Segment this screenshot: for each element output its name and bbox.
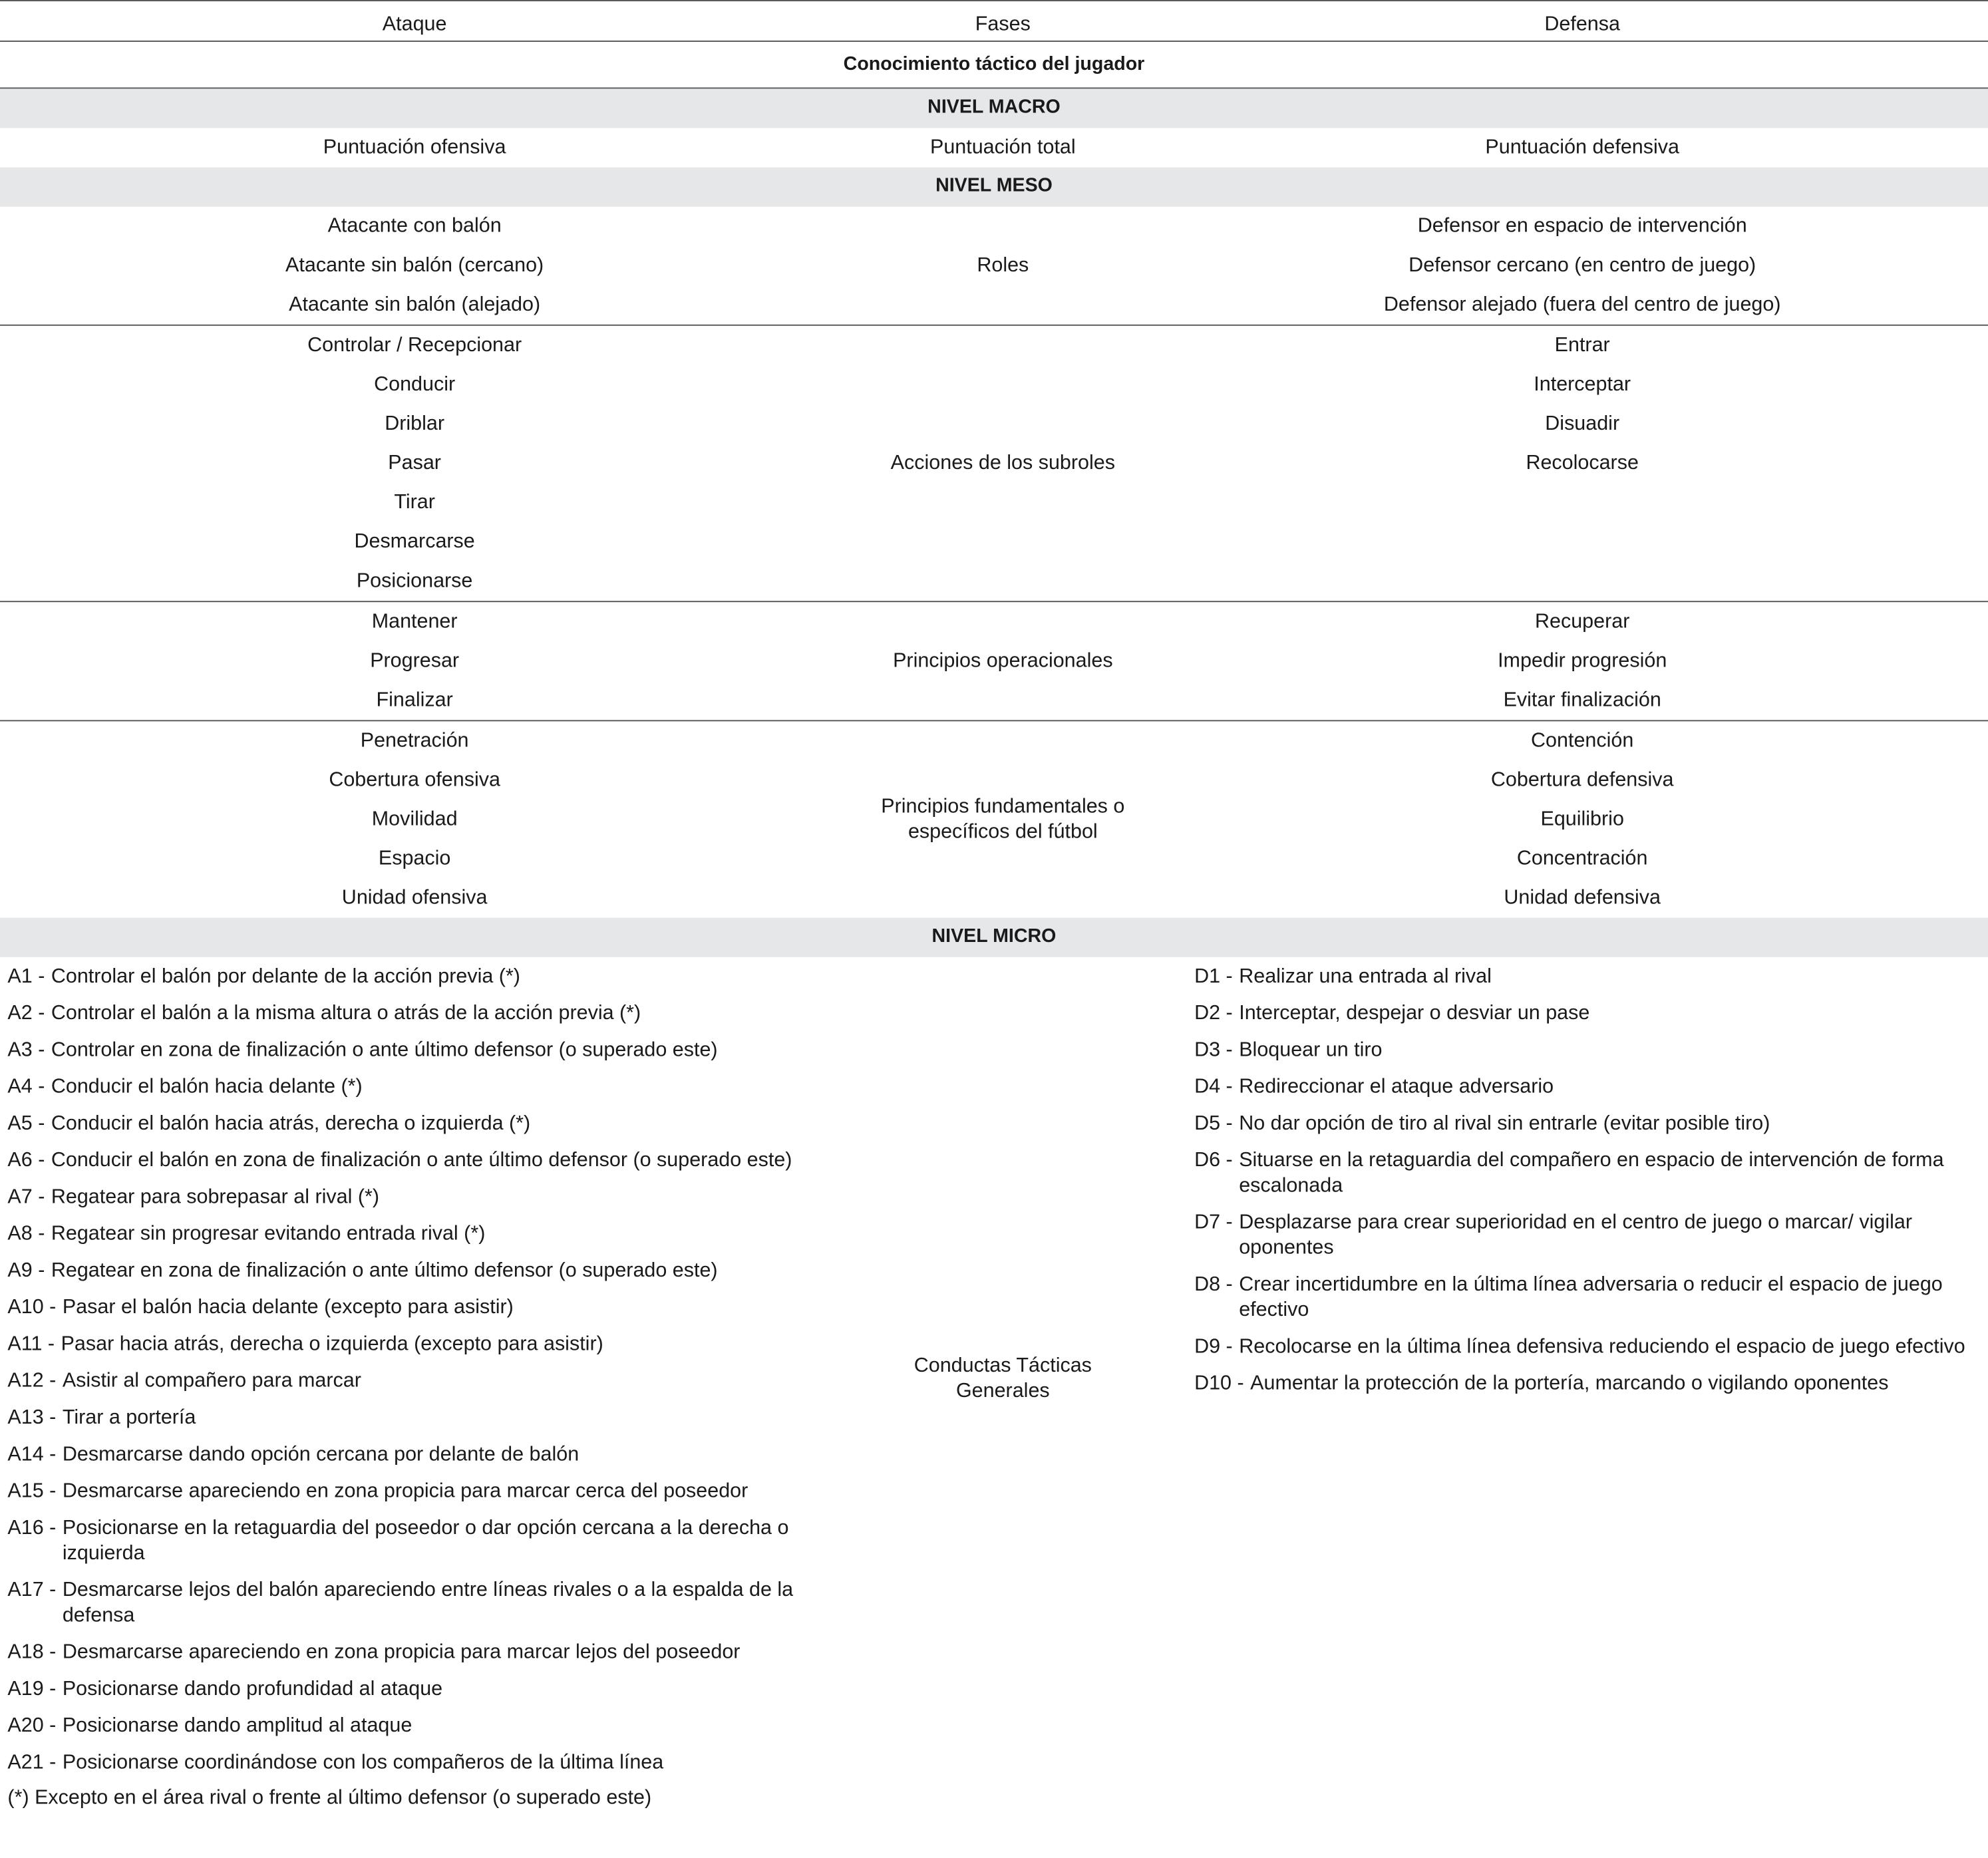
meso-phase-column bbox=[829, 326, 1176, 601]
meso-phase-label: Acciones de los subroles bbox=[890, 452, 1115, 474]
behavior-text: No dar opción de tiro al rival sin entrarle (evitar posible tiro) bbox=[1239, 1113, 1770, 1135]
meso-group bbox=[0, 207, 1988, 326]
micro-phase bbox=[829, 965, 1176, 1787]
micro-attack-item bbox=[7, 1479, 829, 1505]
behavior-code: D10 - bbox=[1194, 1372, 1244, 1395]
behavior-code: A12 - bbox=[7, 1370, 57, 1392]
meso-phase-label: Principios operacionales bbox=[893, 649, 1113, 672]
behavior-code: A18 - bbox=[7, 1641, 57, 1664]
macro-level-band: NIVEL MACRO bbox=[0, 88, 1988, 128]
behavior-text: Conducir el balón hacia atrás, derecha o izquierda (*) bbox=[51, 1113, 531, 1135]
behavior-text: Desmarcarse apareciendo en zona propicia para marcar lejos del poseedor bbox=[62, 1641, 741, 1664]
meso-defense-item: Cobertura defensiva bbox=[1490, 768, 1674, 791]
micro-defense-item bbox=[1194, 965, 1980, 990]
behavior-code: D6 - bbox=[1194, 1150, 1233, 1171]
behavior-text: Interceptar, despejar o desviar un pase bbox=[1239, 1003, 1590, 1024]
meso-defense-item: Recuperar bbox=[1534, 610, 1630, 632]
meso-defense-item: Impedir progresión bbox=[1498, 649, 1667, 672]
meso-attack-item: Driblar bbox=[385, 412, 445, 434]
meso-attack-item: Tirar bbox=[394, 491, 435, 513]
meso-defense-item: Defensor alejado (fuera del centro de juego) bbox=[1383, 293, 1781, 315]
micro-attack-item bbox=[7, 1001, 829, 1026]
behavior-code: D3 - bbox=[1194, 1039, 1233, 1061]
behavior-code: D7 - bbox=[1194, 1211, 1233, 1234]
meso-attack-column bbox=[0, 326, 829, 601]
meso-attack-item: Desmarcarse bbox=[354, 530, 475, 552]
meso-defense-column bbox=[1176, 721, 1988, 917]
micro-attack-item bbox=[7, 1222, 829, 1247]
meso-level-band: NIVEL MESO bbox=[0, 168, 1988, 207]
behavior-text: Crear incertidumbre en la última línea adversaria o reducir el espacio de juego efectivo bbox=[1239, 1274, 1943, 1321]
table-header bbox=[0, 0, 1988, 42]
meso-attack-item: Espacio bbox=[378, 847, 451, 869]
micro-attack-item bbox=[7, 1751, 829, 1776]
meso-attack-item: Mantener bbox=[371, 610, 458, 632]
behavior-text: Posicionarse en la retaguardia del poseedor o dar opción cercana a la derecha o izquierda bbox=[62, 1517, 789, 1565]
behavior-text: Posicionarse coordinándose con los compañeros de la última línea bbox=[62, 1752, 664, 1774]
meso-attack-item: Atacante sin balón (cercano) bbox=[285, 254, 544, 276]
behavior-text: Tirar a portería bbox=[62, 1407, 196, 1429]
micro-attack-item bbox=[7, 965, 829, 990]
behavior-code: A5 - bbox=[7, 1113, 45, 1135]
behavior-text: Desplazarse para crear superioridad en el centro de juego o marcar/ vigilar oponentes bbox=[1239, 1211, 1912, 1259]
behavior-text: Bloquear un tiro bbox=[1239, 1039, 1383, 1061]
behavior-text: Controlar en zona de finalización o ante último defensor (o superado este) bbox=[51, 1039, 718, 1061]
micro-defense-item bbox=[1194, 1075, 1980, 1100]
micro-defense-item bbox=[1194, 1112, 1980, 1137]
meso-attack-column bbox=[0, 721, 829, 917]
behavior-text: Pasar el balón hacia delante (excepto para asistir) bbox=[62, 1297, 514, 1318]
behavior-code: A8 - bbox=[7, 1223, 45, 1245]
behavior-code: A20 - bbox=[7, 1715, 57, 1737]
meso-defense-item: Defensor cercano (en centro de juego) bbox=[1408, 254, 1756, 276]
header-phases: Fases bbox=[975, 13, 1031, 35]
macro-row bbox=[0, 128, 1988, 167]
micro-defense-item bbox=[1194, 1372, 1980, 1397]
micro-phase-label: Conductas Tácticas Generales bbox=[913, 1354, 1092, 1402]
micro-attack-item bbox=[7, 1185, 829, 1211]
behavior-code: A1 - bbox=[7, 966, 45, 988]
micro-defense-item bbox=[1194, 1211, 1980, 1261]
micro-attack-item bbox=[7, 1038, 829, 1064]
meso-defense-item: Unidad defensiva bbox=[1504, 886, 1661, 909]
micro-level-band: NIVEL MICRO bbox=[0, 918, 1988, 957]
meso-phase-label: Roles bbox=[977, 254, 1029, 276]
micro-attack-item bbox=[7, 1075, 829, 1100]
behavior-code: A21 - bbox=[7, 1752, 57, 1774]
micro-attack-item bbox=[7, 1714, 829, 1739]
behavior-code: A13 - bbox=[7, 1407, 57, 1429]
meso-defense-item: Entrar bbox=[1554, 334, 1610, 356]
meso-defense-item bbox=[1176, 561, 1988, 601]
meso-attack-item: Posicionarse bbox=[356, 569, 473, 591]
micro-attack-item bbox=[7, 1406, 829, 1431]
meso-phase-label: Principios fundamentales o específicos del fútbol bbox=[881, 795, 1125, 843]
behavior-text: Desmarcarse apareciendo en zona propicia para marcar cerca del poseedor bbox=[62, 1480, 748, 1503]
behavior-text: Pasar hacia atrás, derecha o izquierda (excepto para asistir) bbox=[61, 1333, 603, 1356]
micro-defense-item bbox=[1194, 1001, 1980, 1026]
table-title: Conocimiento táctico del jugador bbox=[0, 42, 1988, 89]
behavior-code: A7 - bbox=[7, 1186, 45, 1209]
meso-attack-item: Pasar bbox=[388, 452, 441, 474]
behavior-code: A19 - bbox=[7, 1678, 57, 1700]
behavior-code: A4 - bbox=[7, 1076, 45, 1098]
micro-attack-item bbox=[7, 1332, 829, 1358]
behavior-text: Regatear sin progresar evitando entrada rival (*) bbox=[51, 1223, 486, 1245]
behavior-code: D8 - bbox=[1194, 1274, 1233, 1296]
meso-defense-item: Concentración bbox=[1516, 847, 1648, 869]
micro-section bbox=[0, 957, 1988, 1787]
micro-attack-item bbox=[7, 1578, 829, 1628]
meso-attack-item: Progresar bbox=[370, 649, 460, 672]
behavior-text: Posicionarse dando amplitud al ataque bbox=[62, 1715, 413, 1737]
behavior-text: Controlar el balón a la misma altura o atrás de la acción previa (*) bbox=[51, 1003, 641, 1024]
behavior-text: Conducir el balón hacia delante (*) bbox=[51, 1076, 363, 1098]
micro-defense-item bbox=[1194, 1038, 1980, 1064]
meso-defense-item: Recolocarse bbox=[1526, 452, 1639, 474]
meso-defense-column bbox=[1176, 207, 1988, 325]
behavior-code: D5 - bbox=[1194, 1113, 1233, 1135]
behavior-text: Redireccionar el ataque adversario bbox=[1239, 1076, 1554, 1098]
behavior-text: Aumentar la protección de la portería, marcando o vigilando oponentes bbox=[1250, 1372, 1889, 1395]
micro-attack-item bbox=[7, 1516, 829, 1567]
meso-defense-item: Equilibrio bbox=[1540, 808, 1624, 830]
micro-attack-item bbox=[7, 1443, 829, 1468]
macro-phase: Puntuación total bbox=[929, 136, 1076, 158]
meso-group bbox=[0, 326, 1988, 602]
behavior-code: D2 - bbox=[1194, 1003, 1233, 1024]
behavior-code: A16 - bbox=[7, 1517, 57, 1539]
behavior-text: Situarse en la retaguardia del compañero en espacio de intervención de forma escalonada bbox=[1239, 1150, 1944, 1197]
meso-defense-column bbox=[1176, 602, 1988, 720]
behavior-code: A14 - bbox=[7, 1444, 57, 1466]
meso-attack-item: Penetración bbox=[360, 729, 469, 752]
micro-defense-item bbox=[1194, 1273, 1980, 1323]
behavior-code: A15 - bbox=[7, 1480, 57, 1503]
meso-phase-column bbox=[829, 602, 1176, 720]
meso-attack-item: Movilidad bbox=[371, 808, 458, 830]
behavior-code: A17 - bbox=[7, 1579, 57, 1601]
behavior-text: Regatear para sobrepasar al rival (*) bbox=[51, 1186, 380, 1209]
meso-group bbox=[0, 602, 1988, 721]
micro-attack-item bbox=[7, 1677, 829, 1702]
meso-defense-column bbox=[1176, 326, 1988, 601]
macro-attack: Puntuación ofensiva bbox=[323, 136, 506, 158]
meso-attack-item: Controlar / Recepcionar bbox=[307, 334, 522, 356]
behavior-code: D4 - bbox=[1194, 1076, 1233, 1098]
behavior-code: A11 - bbox=[7, 1333, 55, 1356]
meso-group bbox=[0, 721, 1988, 917]
meso-defense-item bbox=[1176, 483, 1988, 522]
meso-phase-column bbox=[829, 207, 1176, 325]
meso-defense-item: Interceptar bbox=[1534, 373, 1631, 395]
meso-defense-item: Contención bbox=[1531, 729, 1634, 752]
behavior-code: D9 - bbox=[1194, 1336, 1233, 1358]
meso-attack-column bbox=[0, 602, 829, 720]
meso-defense-item: Disuadir bbox=[1545, 412, 1620, 434]
micro-defense-list bbox=[1176, 965, 1988, 1787]
behavior-text: Realizar una entrada al rival bbox=[1239, 966, 1492, 988]
meso-defense-item: Evitar finalización bbox=[1503, 689, 1661, 711]
header-attack: Ataque bbox=[382, 13, 447, 35]
behavior-text: Desmarcarse dando opción cercana por delante de balón bbox=[62, 1444, 580, 1466]
meso-attack-item: Unidad ofensiva bbox=[341, 886, 488, 909]
meso-attack-item: Finalizar bbox=[376, 689, 453, 711]
micro-attack-list bbox=[0, 965, 829, 1787]
macro-defense: Puntuación defensiva bbox=[1485, 136, 1679, 158]
header-defense: Defensa bbox=[1544, 13, 1620, 35]
behavior-text: Regatear en zona de finalización o ante último defensor (o superado este) bbox=[51, 1260, 718, 1282]
meso-attack-item: Atacante sin balón (alejado) bbox=[289, 293, 541, 315]
micro-attack-item bbox=[7, 1640, 829, 1666]
meso-attack-column bbox=[0, 207, 829, 325]
micro-attack-item bbox=[7, 1112, 829, 1137]
behavior-code: A3 - bbox=[7, 1039, 45, 1061]
meso-attack-item: Atacante con balón bbox=[327, 214, 502, 237]
footnote: (*) Excepto en el área rival o frente al último defensor (o superado este) bbox=[7, 1787, 652, 1809]
behavior-code: A6 - bbox=[7, 1150, 45, 1171]
behavior-code: A2 - bbox=[7, 1003, 45, 1024]
behavior-text: Desmarcarse lejos del balón apareciendo entre líneas rivales o a la espalda de la defensa bbox=[62, 1579, 794, 1626]
behavior-text: Asistir al compañero para marcar bbox=[62, 1370, 361, 1392]
behavior-text: Conducir el balón en zona de finalización o ante último defensor (o superado este) bbox=[51, 1150, 792, 1171]
meso-phase-column bbox=[829, 721, 1176, 917]
micro-attack-item bbox=[7, 1148, 829, 1173]
micro-attack-item bbox=[7, 1259, 829, 1284]
meso-defense-item: Defensor en espacio de intervención bbox=[1417, 214, 1747, 237]
behavior-text: Controlar el balón por delante de la acción previa (*) bbox=[51, 966, 520, 988]
micro-defense-item bbox=[1194, 1148, 1980, 1199]
behavior-text: Posicionarse dando profundidad al ataque bbox=[62, 1678, 443, 1700]
meso-groups bbox=[0, 207, 1988, 918]
meso-attack-item: Cobertura ofensiva bbox=[329, 768, 500, 791]
micro-attack-item bbox=[7, 1296, 829, 1321]
behavior-code: D1 - bbox=[1194, 966, 1233, 988]
meso-attack-item: Conducir bbox=[374, 373, 456, 395]
meso-defense-item bbox=[1176, 522, 1988, 561]
micro-defense-item bbox=[1194, 1335, 1980, 1360]
behavior-code: A10 - bbox=[7, 1297, 57, 1318]
behavior-code: A9 - bbox=[7, 1260, 45, 1282]
micro-attack-item bbox=[7, 1369, 829, 1394]
behavior-text: Recolocarse en la última línea defensiva reduciendo el espacio de juego efectivo bbox=[1239, 1336, 1965, 1358]
